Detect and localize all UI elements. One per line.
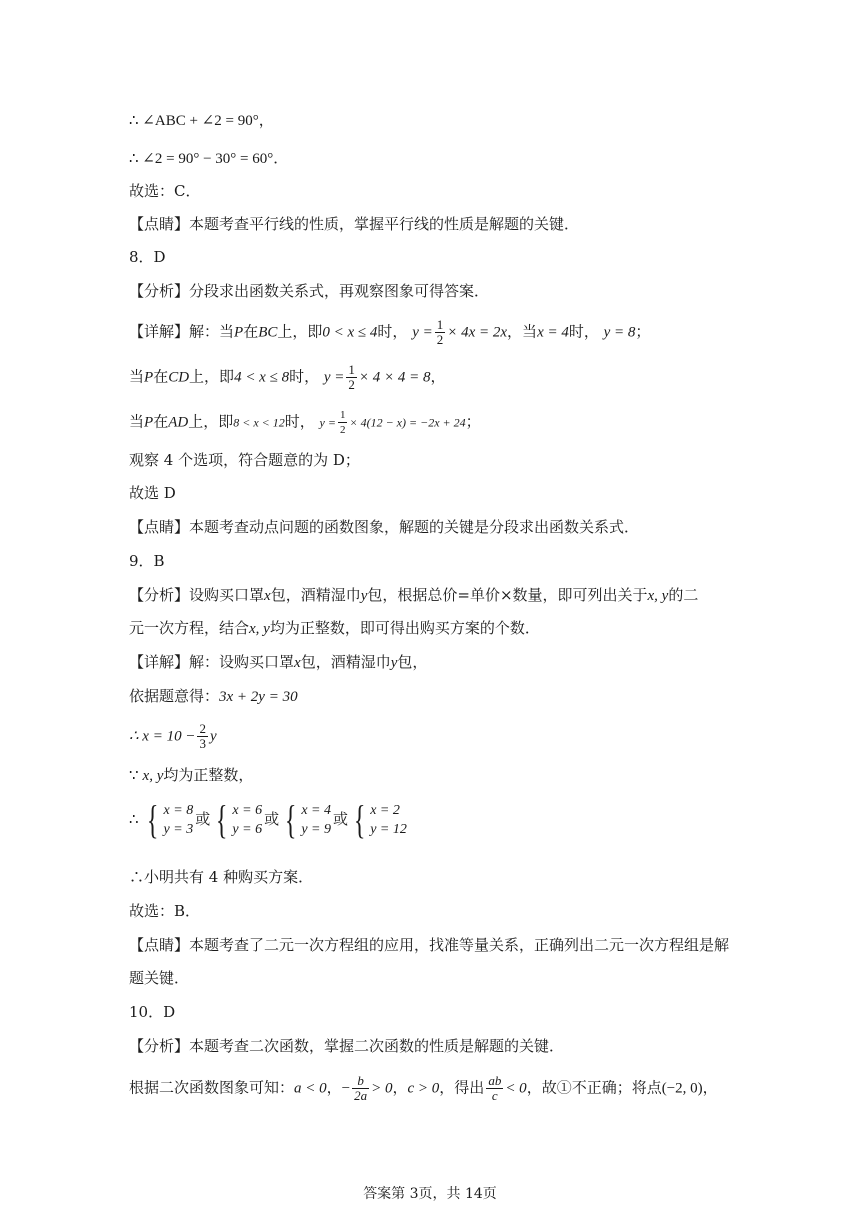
text-run: 上，即 xyxy=(189,367,235,386)
text-run: 包， xyxy=(397,653,428,671)
text-run: ； xyxy=(635,322,651,341)
text-run: 上，即 xyxy=(188,412,234,431)
question-number xyxy=(129,246,740,268)
fraction xyxy=(338,408,348,437)
fraction-denominator: 2 xyxy=(436,332,444,347)
math-expression: × 4x = 2x xyxy=(447,324,508,341)
text-run: 包，酒精湿巾 xyxy=(270,586,361,604)
fraction xyxy=(486,1074,503,1103)
math-expression: (−2, 0) xyxy=(661,1080,703,1097)
equation: y = 3 xyxy=(163,822,194,837)
text-line xyxy=(129,685,740,708)
math-expression: > 0 xyxy=(371,1080,393,1097)
math-expression: a < 0 xyxy=(294,1080,327,1097)
text-run: 当 xyxy=(129,412,145,431)
fraction-denominator: c xyxy=(491,1088,498,1103)
equation-systems xyxy=(129,797,740,842)
text-line xyxy=(129,967,740,989)
analysis-paragraph: 【分析】本题考查二次函数，掌握二次函数的性质是解题的关键． xyxy=(129,1037,565,1055)
text-run: 依据题意得： xyxy=(129,687,220,705)
text-line xyxy=(129,318,740,347)
text-line xyxy=(129,934,740,956)
equation-system xyxy=(212,797,263,842)
text-run: 当 xyxy=(129,367,145,386)
text-run: 元一次方程，结合 xyxy=(129,619,250,637)
math-var: P xyxy=(144,414,154,431)
text-line xyxy=(129,617,740,640)
text-run: 观察 4 个选项，符合题意的为 D； xyxy=(129,451,360,469)
text-run: 均为正整数， xyxy=(163,766,254,784)
question-answer: 10．D xyxy=(129,1003,176,1021)
text-run: 时， xyxy=(377,322,408,341)
math-var: x, y xyxy=(142,768,164,784)
answer-choice: 故选：B． xyxy=(129,902,201,920)
text-run: 时， xyxy=(568,322,599,341)
math-var: x xyxy=(264,588,271,604)
equation-system xyxy=(143,797,194,842)
math-expression: ∴ ∠ABC + ∠2 = 90°， xyxy=(129,113,274,129)
fraction-denominator: 3 xyxy=(199,736,206,751)
math-var: x, y xyxy=(647,588,669,604)
math-var: x xyxy=(294,655,301,671)
math-expression: x = 4 xyxy=(537,324,569,341)
because-symbol: ∵ xyxy=(129,768,139,784)
equation: y = 6 xyxy=(232,822,263,837)
equation: x = 8 xyxy=(163,803,194,818)
or-label: 或 xyxy=(264,810,280,828)
math-var: y xyxy=(209,728,217,745)
math-var: BC xyxy=(258,324,278,341)
math-expression: − xyxy=(341,1080,351,1097)
text-line xyxy=(129,408,740,437)
analysis-paragraph: 【分析】分段求出函数关系式，再观察图象可得答案． xyxy=(129,282,490,300)
comment-paragraph: 【点睛】本题考查了二元一次方程组的应用，找准等量关系，正确列出二元一次方程组是解 xyxy=(129,936,730,954)
math-expression: y = xyxy=(319,415,336,430)
math-var: P xyxy=(144,369,154,386)
text-run: ∴小明共有 4 种购买方案． xyxy=(129,868,314,886)
text-run: 均为正整数，即可得出购买方案的个数． xyxy=(269,619,540,637)
math-expression: 0 < x ≤ 4 xyxy=(322,324,378,341)
text-run: ， xyxy=(430,367,446,386)
text-run: ，故①不正确；将点 xyxy=(526,1078,662,1097)
text-line xyxy=(129,651,740,674)
text-line xyxy=(129,1035,740,1057)
page-footer: 答案第 3页，共 14页 xyxy=(363,1186,497,1202)
text-run: ， xyxy=(326,1078,342,1097)
equation: x = 2 xyxy=(370,803,400,818)
question-answer: 8．D xyxy=(129,248,166,266)
fraction-numerator: 2 xyxy=(199,721,206,736)
fraction-numerator: 1 xyxy=(436,317,444,332)
math-expression: × 4(12 − x) = −2x + 24 xyxy=(349,415,466,430)
comment-paragraph: 【点睛】本题考查平行线的性质，掌握平行线的性质是解题的关键． xyxy=(129,215,580,233)
math-var: x, y xyxy=(249,621,270,637)
text-line xyxy=(129,109,740,132)
text-run: 题关键． xyxy=(129,969,190,987)
text-run: 上，即 xyxy=(277,322,323,341)
math-var: y xyxy=(360,588,368,604)
text-line xyxy=(129,764,740,787)
answer-choice: 故选 D xyxy=(129,484,176,502)
fraction-numerator: ab xyxy=(488,1073,502,1088)
fraction-numerator: b xyxy=(352,1074,369,1089)
text-line xyxy=(129,584,740,607)
text-run: ， xyxy=(392,1078,408,1097)
text-run: 的二 xyxy=(668,586,699,604)
math-expression: < 0 xyxy=(505,1080,527,1097)
equation: x = 6 xyxy=(232,803,263,818)
math-var: P xyxy=(234,324,244,341)
math-expression: y = xyxy=(412,324,433,341)
text-run: 包，酒精湿巾 xyxy=(300,653,391,671)
text-run: 【分析】设购买口罩 xyxy=(129,586,265,604)
text-run: 根据二次函数图象可知： xyxy=(129,1078,295,1097)
math-expression: ∴ ∠2 = 90° − 30° = 60°． xyxy=(129,151,289,167)
math-var: y xyxy=(390,655,398,671)
text-run: ， xyxy=(702,1078,718,1097)
question-number xyxy=(129,550,740,572)
equation: y = 9 xyxy=(301,822,331,837)
text-run: 在 xyxy=(153,367,169,386)
text-run: 【详解】解：当 xyxy=(129,322,235,341)
comment-paragraph: 【点睛】本题考查动点问题的函数图象，解题的关键是分段求出函数关系式． xyxy=(129,518,640,536)
text-line xyxy=(129,147,740,170)
fraction xyxy=(352,1074,369,1103)
text-line xyxy=(129,1074,740,1103)
text-line xyxy=(129,482,740,504)
text-line xyxy=(129,280,740,302)
brace-icon: { xyxy=(147,797,159,842)
text-run: 时， xyxy=(284,412,315,431)
question-answer: 9．B xyxy=(129,552,165,570)
equation-system xyxy=(281,797,331,842)
fraction-denominator: 2a xyxy=(354,1088,368,1103)
equation: x = 4 xyxy=(301,803,331,818)
math-expression: ∴ x = 10 − xyxy=(129,728,196,745)
answer-choice: 故选：C． xyxy=(129,182,201,200)
fraction-denominator: 2 xyxy=(339,424,346,436)
text-line xyxy=(129,449,740,471)
or-label: 或 xyxy=(195,810,211,828)
math-expression: 3x + 2y = 30 xyxy=(219,689,298,705)
text-run: ，得出 xyxy=(439,1078,485,1097)
fraction-numerator: 1 xyxy=(348,362,355,377)
text-run: 在 xyxy=(243,322,259,341)
text-line xyxy=(129,866,740,888)
math-expression: y = 8 xyxy=(603,324,636,341)
text-run: ，当 xyxy=(507,322,538,341)
brace-icon: { xyxy=(216,797,228,842)
question-number xyxy=(129,1001,740,1023)
math-expression: y = xyxy=(323,369,345,386)
fraction xyxy=(197,722,208,751)
text-line xyxy=(129,213,740,235)
math-expression: c > 0 xyxy=(407,1080,440,1097)
equation: y = 12 xyxy=(370,822,407,837)
text-run: ； xyxy=(465,412,481,431)
text-line xyxy=(129,722,740,751)
equation-system xyxy=(350,797,407,842)
or-label: 或 xyxy=(332,810,348,828)
therefore-symbol: ∴ xyxy=(129,812,139,828)
text-line xyxy=(129,363,740,392)
text-run: 包，根据总价=单价×数量，即可列出关于 xyxy=(367,586,648,604)
fraction xyxy=(346,363,357,392)
text-run: 在 xyxy=(153,412,169,431)
fraction xyxy=(435,318,446,347)
text-run: 【详解】解：设购买口罩 xyxy=(129,653,295,671)
brace-icon: { xyxy=(353,797,366,842)
fraction-numerator: 1 xyxy=(339,409,346,421)
text-line xyxy=(129,900,740,922)
math-var: CD xyxy=(168,369,190,386)
math-var: AD xyxy=(168,414,189,431)
brace-icon: { xyxy=(284,797,297,842)
fraction-denominator: 2 xyxy=(348,377,355,392)
text-line xyxy=(129,516,740,538)
math-expression: 8 < x < 12 xyxy=(233,415,285,430)
text-run: 时， xyxy=(289,367,320,386)
math-expression: 4 < x ≤ 8 xyxy=(234,369,290,386)
text-line xyxy=(129,180,740,202)
math-expression: × 4 × 4 = 8 xyxy=(358,369,431,386)
